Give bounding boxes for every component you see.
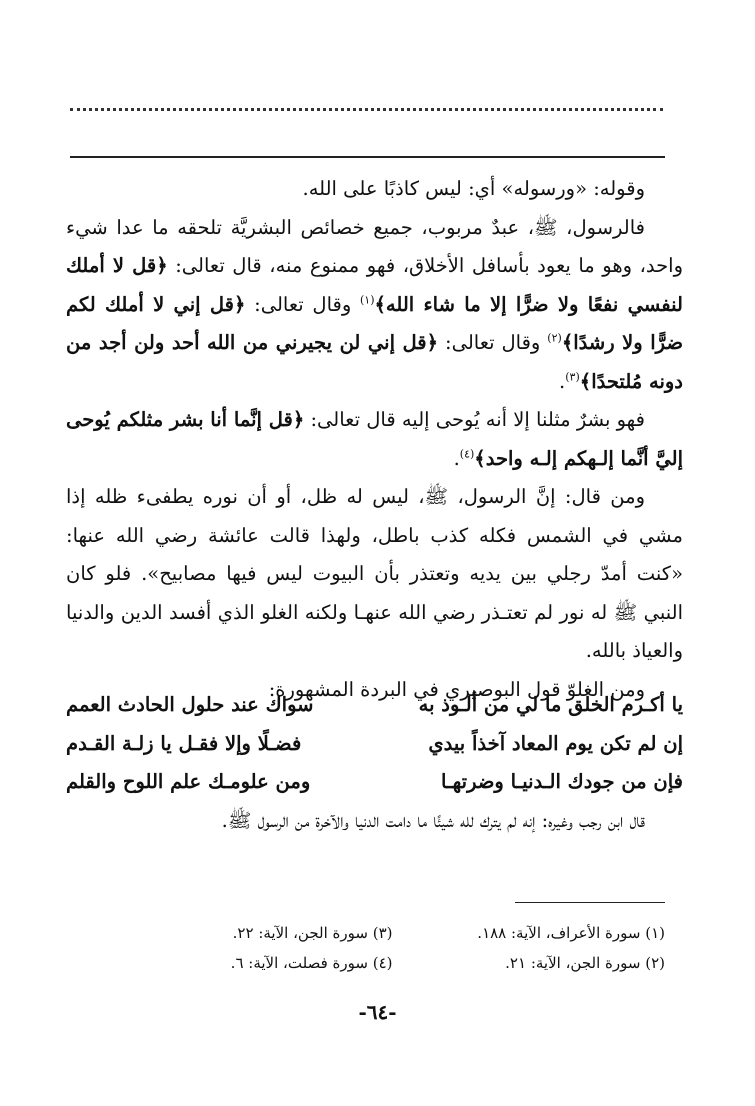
after-poem-text — [66, 802, 683, 841]
footnote-ref-3: (٣) — [565, 370, 580, 383]
page-number: -٦٤- — [358, 1000, 397, 1024]
paragraph-2 — [66, 209, 683, 402]
poem-first-hemistich: يا أكـرم الخلق ما لي من ألـوذ به — [418, 693, 683, 716]
poem-second-hemistich: ومن علومـك علم اللوح والقلم — [66, 770, 311, 793]
poem-verse — [66, 686, 683, 725]
paragraph-2-end: . — [559, 369, 566, 393]
paragraph-2-intro: فالرسول، ﷺ، عبدٌ مربوب، جميع خصائص البشريَّة تلحقه ما عدا شيء واحد، وهو ما يعود بأسافل الأخلاق، فهو ممنوع منه، قال تعالى: — [66, 215, 683, 277]
footnote-rule — [515, 902, 665, 903]
footnote-ref-2: (٢) — [547, 331, 562, 345]
header-rule — [70, 156, 665, 158]
quran-verse-4: ﴿قل إنَّما أنا بشر مثلكم يُوحى إليَّ أنَّما إلـهكم إلـه واحد﴾ — [66, 408, 683, 470]
poem — [66, 686, 683, 802]
poem-second-hemistich: فضـلًا وإلا فقـل يا زلـة القـدم — [66, 731, 302, 755]
poem-verse — [66, 725, 683, 764]
paragraph-2-connector-2: وقال تعالى: — [438, 331, 548, 354]
footnote-4: (٤) سورة فصلت، الآية: ٦. — [230, 954, 393, 972]
poem-first-hemistich: إن لم تكن يوم المعاد آخذاً بيدي — [428, 731, 683, 755]
footnote-ref-1: (١) — [359, 293, 375, 306]
paragraph-5: ومن الغلوّ قول البوصيري في البردة المشهورة: — [268, 677, 645, 701]
quran-verse-1: ﴿قل لا أملك لنفسي نفعًا ولا ضرًّا إلا ما شاء الله﴾ — [66, 254, 683, 316]
paragraph-3-intro: فهو بشرٌ مثلنا إلا أنه يُوحى إليه قال تعالى: — [304, 408, 645, 431]
poem-first-hemistich: فإن من جودك الـدنيـا وضرتهـا — [441, 770, 683, 793]
paragraph-2-connector-1: وقال تعالى: — [245, 292, 360, 316]
paragraph-6: قال ابن رجب وغيره: إنه لم يترك لله شيئًا ما دامت الدنيا والآخرة من الرسول ﷺ. — [221, 809, 645, 832]
paragraph-3-end: . — [453, 446, 460, 470]
footnote-2: (٢) سورة الجن، الآية: ٢١. — [505, 954, 665, 972]
footnote-3: (٣) سورة الجن، الآية: ٢٢. — [232, 924, 393, 942]
quran-verse-3: ﴿قل إني لن يجيرني من الله أحد ولن أجد من دونه مُلتحدًا﴾ — [66, 331, 683, 393]
paragraph-4: ومن قال: إنَّ الرسول، ﷺ، ليس له ظل، أو أن نوره يطفىء ظله إذا مشي في الشمس فكله كذب باطل، ولهذا قالت عائشة رضي الله عنها: «كنت أمدّ رجلي بين يديه وتعتذر بأن البيوت ليس فيها مصابيح». فلو كان النبي ﷺ له نور لم تعتـذر رضي الله عنهـا ولكنه الغلو الذي أفسد الدين والدنيا والعياذ بالله. — [66, 485, 683, 662]
main-text — [66, 170, 683, 709]
footnote-ref-4: (٤) — [459, 447, 475, 460]
poem-second-hemistich: سواك عند حلول الحادث العمم — [66, 693, 314, 716]
poem-verse — [66, 763, 683, 802]
paragraph-3 — [66, 401, 683, 478]
paragraph-1: وقوله: «ورسوله» أي: ليس كاذبًا على الله. — [302, 177, 645, 200]
dotted-header-separator — [70, 108, 663, 111]
footnotes — [120, 918, 665, 978]
quran-verse-2: ﴿قل إني لا أملك لكم ضرًّا ولا رشدًا﴾ — [66, 292, 683, 354]
footnote-1: (١) سورة الأعراف، الآية: ١٨٨. — [477, 924, 665, 942]
